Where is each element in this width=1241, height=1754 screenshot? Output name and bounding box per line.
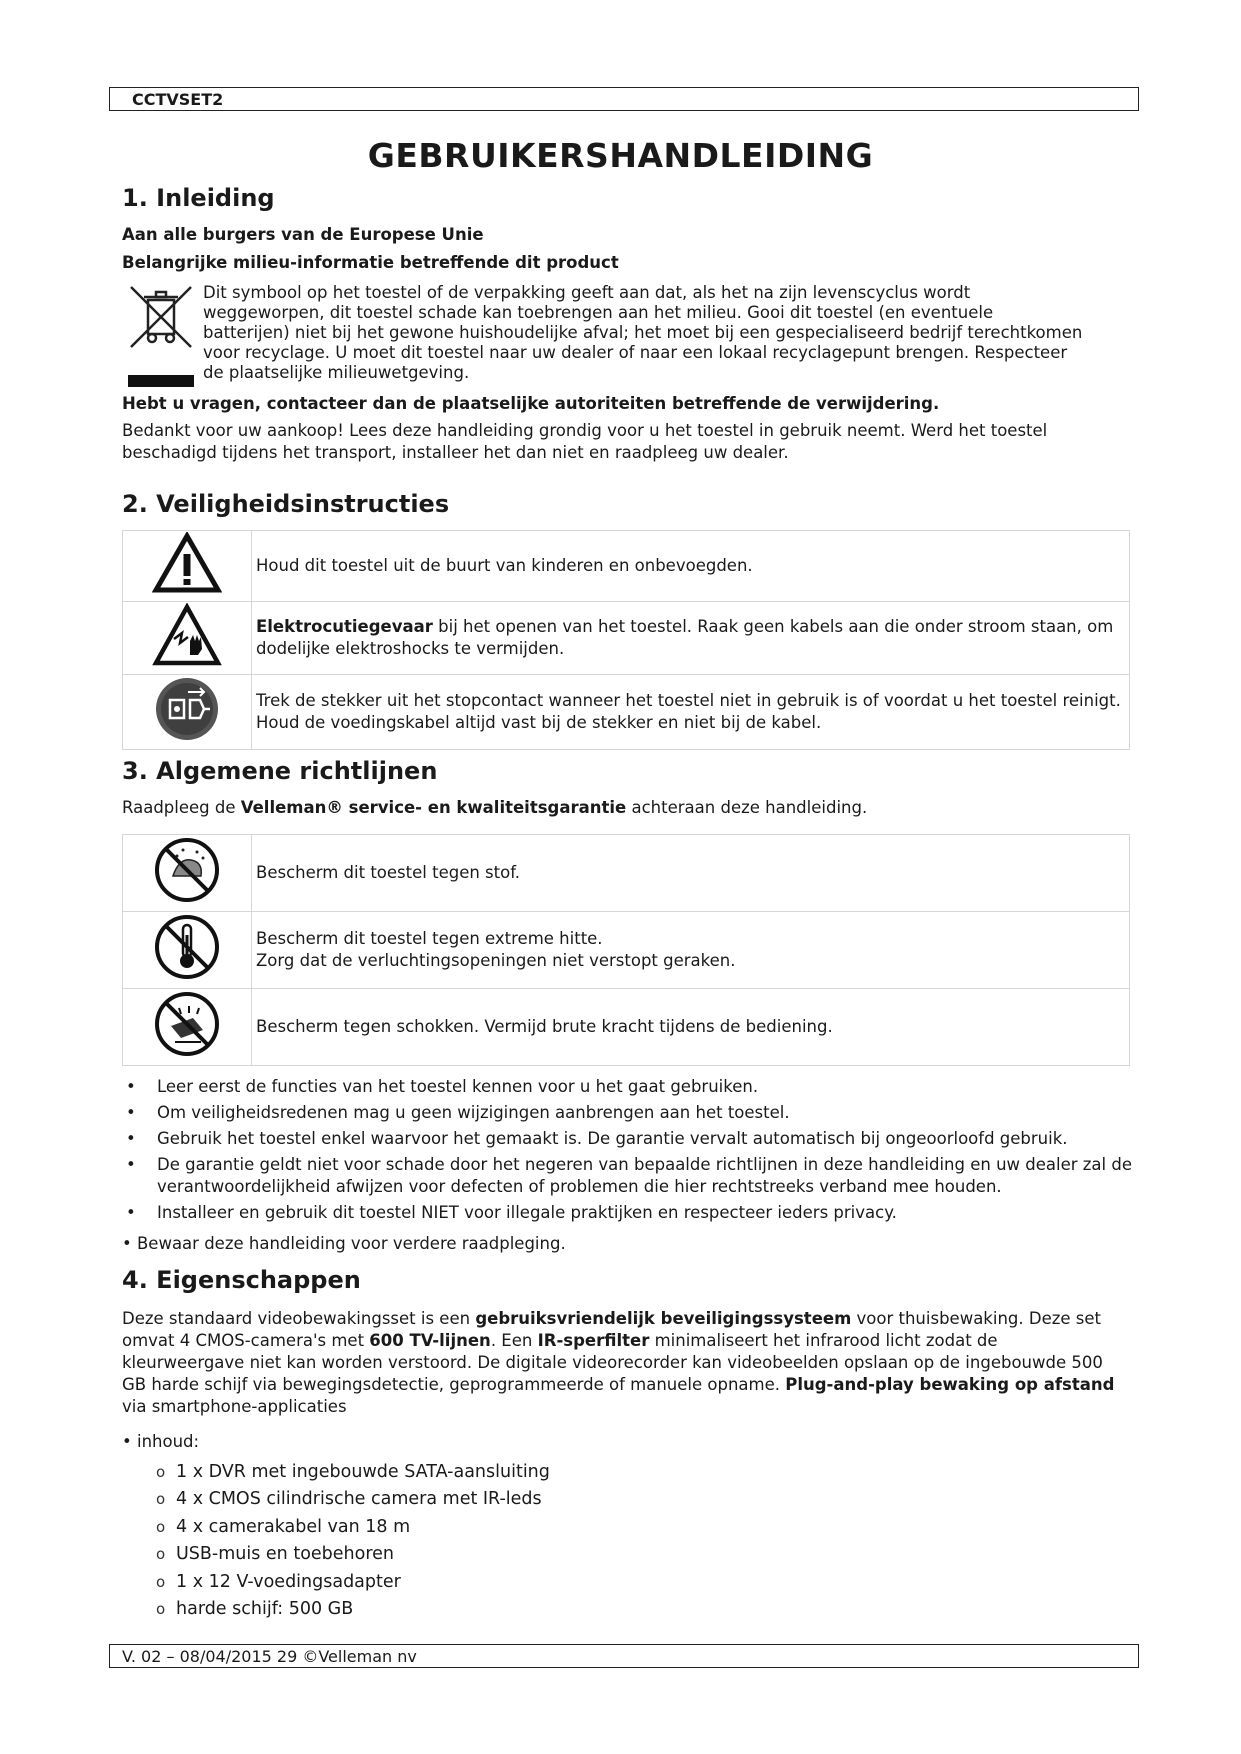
bullet-text: Gebruik het toestel enkel waarvoor het gemaakt is. De garantie vervalt automatisch bij ongeoorloofd gebruik. [157, 1129, 1068, 1148]
safety-row [123, 675, 1130, 750]
list-item: • Leer eerst de functies van het toestel kennen voor u het gaat gebruiken. [126, 1077, 759, 1096]
weee-text: Dit symbool op het toestel of de verpakking geeft aan dat, als het na zijn levenscyclus wordt weggeworpen, dit toestel schade kan toebrengen aan het milieu. Gooi dit toestel (en eventuele batterijen) niet bij het gewone huishoudelijke afval; het moet bij een gespecialiseerd bedrijf terechtkomen voor recyclage. U moet dit toestel naar uw dealer of naar een lokaal recyclagepunt brengen. Respecteer de plaatselijke milieuwetgeving. [203, 283, 1083, 382]
crossed-bin-icon [126, 282, 196, 352]
list-item: o 4 x camerakabel van 18 m [156, 1516, 411, 1537]
general-table [122, 834, 1130, 1066]
safety-text-3: Trek de stekker uit het stopcontact wanneer het toestel niet in gebruik is of voordat u het toestel reinigt. Houd de voedingskabel altijd vast bij de stekker en niet bij de kabel. [252, 675, 1130, 750]
icon-cell [123, 912, 252, 989]
heading-general: 3. Algemene richtlijnen [122, 757, 438, 785]
heat-line-2: Zorg dat de verluchtingsopeningen niet verstopt geraken. [256, 951, 736, 970]
general-row [123, 912, 1130, 989]
general-text-3: Bescherm tegen schokken. Vermijd brute kracht tijdens de bediening. [252, 989, 1130, 1066]
contents-list [156, 1462, 550, 1626]
electrocution-bold: Elektrocutiegevaar [256, 617, 433, 636]
icon-cell [123, 531, 252, 602]
general-row [123, 989, 1130, 1066]
footer-box [109, 1644, 1139, 1668]
footer-text: V. 02 – 08/04/2015 29 ©Velleman nv [122, 1647, 417, 1666]
list-item: o USB-muis en toebehoren [156, 1544, 395, 1565]
heading-features: 4. Eigenschappen [122, 1266, 361, 1294]
page-title: GEBRUIKERSHANDLEIDING [367, 136, 874, 175]
general-text-1: Bescherm dit toestel tegen stof. [252, 835, 1130, 912]
unplug-icon [154, 676, 220, 742]
list-item: • Installeer en gebruik dit toestel NIET voor illegale praktijken en respecteer ieders privacy. [126, 1203, 897, 1222]
general-intro-post: achteraan deze handleiding. [626, 798, 868, 817]
eu-citizens-line: Aan alle burgers van de Europese Unie [122, 225, 484, 244]
heat-line-1: Bescherm dit toestel tegen extreme hitte. [256, 929, 603, 948]
list-item: o 1 x DVR met ingebouwde SATA-aansluiting [156, 1462, 550, 1482]
list-item: o 1 x 12 V-voedingsadapter [156, 1571, 401, 1592]
safety-text-2 [252, 602, 1130, 675]
heading-safety: 2. Veiligheidsinstructies [122, 490, 450, 518]
icon-cell [123, 835, 252, 912]
electric-shock-icon [152, 603, 222, 667]
general-intro [122, 797, 1132, 819]
list-item-last: • Bewaar deze handleiding voor verdere raadpleging. [122, 1234, 566, 1253]
safety-row [123, 531, 1130, 602]
general-text-2 [252, 912, 1130, 989]
weee-bar [128, 375, 194, 387]
guidelines-list [122, 1076, 1142, 1228]
list-item: • Om veiligheidsredenen mag u geen wijzigingen aanbrengen aan het toestel. [126, 1103, 790, 1122]
env-info-line: Belangrijke milieu-informatie betreffende dit product [122, 253, 619, 272]
thanks-paragraph: Bedankt voor uw aankoop! Lees deze handleiding grondig voor u het toestel in gebruik neemt. Werd het toestel beschadigd tijdens het transport, installeer het dan niet en raadpleeg uw dealer. [122, 421, 1048, 462]
model-name: CCTVSET2 [132, 90, 224, 109]
list-item: • Gebruik het toestel enkel waarvoor het gemaakt is. De garantie vervalt automatisch bij ongeoorloofd gebruik. [126, 1129, 1068, 1148]
bullet-text: Om veiligheidsredenen mag u geen wijzigingen aanbrengen aan het toestel. [157, 1103, 790, 1122]
contents-label: • inhoud: [122, 1432, 200, 1451]
bullet-text: De garantie geldt niet voor schade door het negeren van bepaalde richtlijnen in deze handleiding en uw dealer zal de verantwoordelijkheid afwijzen voor defecten of problemen die hier rechtstreeks verband mee houden. [157, 1155, 1132, 1196]
guarantee-bold: Velleman® service- en kwaliteitsgarantie [240, 798, 627, 817]
list-item: • De garantie geldt niet voor schade door het negeren van bepaalde richtlijnen in deze handleiding en uw dealer zal de verantwoordelijkheid afwijzen voor defecten of problemen die hier rechtstreeks verband mee houden. [126, 1155, 1132, 1196]
questions-line: Hebt u vragen, contacteer dan de plaatselijke autoriteiten betreffende de verwijdering. [122, 394, 940, 413]
no-heat-icon [153, 913, 221, 981]
icon-cell [123, 602, 252, 675]
icon-cell [123, 675, 252, 750]
bullet-text: Leer eerst de functies van het toestel kennen voor u het gaat gebruiken. [157, 1077, 759, 1096]
safety-text-1: Houd dit toestel uit de buurt van kinderen en onbevoegden. [252, 531, 1130, 602]
heading-inleiding: 1. Inleiding [122, 184, 275, 212]
no-dust-icon [153, 836, 221, 904]
header-box [109, 87, 1139, 111]
features-paragraph: Deze standaard videobewakingsset is een gebruiksvriendelijk beveiligingssysteem voor thuisbewaking. Deze set omvat 4 CMOS-camera's met 600 TV-lijnen. Een IR-sperfilter minimaliseert het infrarood licht zodat de kleurweergave niet kan worden verstoord. De digitale videorecorder kan videobeelden opslaan op de ingebouwde 500 GB harde schijf via bewegingsdetectie, geprogrammeerde of manuele opname. Plug-and-play bewaking op afstand via smartphone-applicaties [122, 1309, 1115, 1416]
electrocution-rest: bij het openen van het toestel. Raak geen kabels aan die onder stroom staan, om dodelijke elektroshocks te vermijden. [256, 617, 1114, 658]
bullet-text: Installeer en gebruik dit toestel NIET voor illegale praktijken en respecteer ieders privacy. [157, 1203, 897, 1222]
safety-row [123, 602, 1130, 675]
list-item: o harde schijf: 500 GB [156, 1598, 354, 1619]
bullet-text: Bewaar deze handleiding voor verdere raadpleging. [136, 1234, 566, 1253]
warning-triangle-icon [152, 532, 222, 594]
icon-cell [123, 989, 252, 1066]
list-item: o 4 x CMOS cilindrische camera met IR-leds [156, 1489, 542, 1510]
safety-table [122, 530, 1130, 750]
general-intro-pre: Raadpleeg de [122, 798, 241, 817]
general-row [123, 835, 1130, 912]
no-shock-icon [153, 990, 221, 1058]
